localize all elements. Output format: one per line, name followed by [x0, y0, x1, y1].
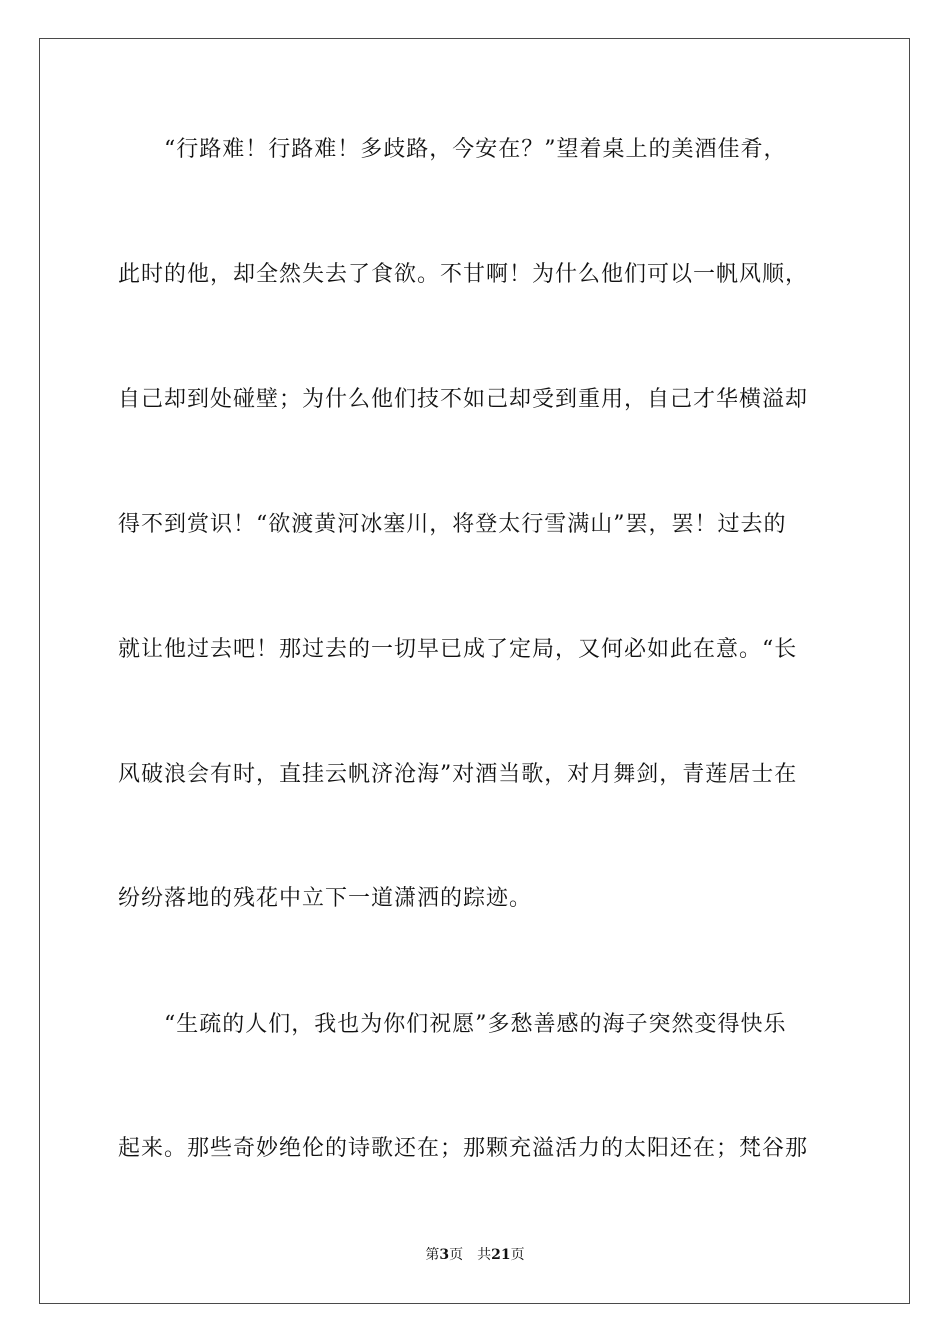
page-prefix: 第 [425, 1247, 440, 1263]
text-line-8: “生疏的人们，我也为你们祝愿”多愁善感的海子突然变得快乐 [118, 1012, 787, 1037]
page-number: 3 [439, 1247, 450, 1263]
page-footer [0, 1246, 950, 1264]
text-line-3: 自己却到处碰壁；为什么他们技不如己却受到重用，自己才华横溢却 [118, 387, 809, 412]
text-line-7: 纷纷落地的残花中立下一道潇洒的踪迹。 [118, 886, 533, 911]
total-suffix: 页 [510, 1247, 525, 1263]
text-line-2: 此时的他，却全然失去了食欲。不甘啊！为什么他们可以一帆风顺， [118, 262, 809, 287]
text-line-4: 得不到赏识！“欲渡黄河冰塞川，将登太行雪满山”罢，罢！过去的 [118, 512, 787, 537]
total-pages: 21 [491, 1247, 511, 1263]
total-prefix: 共 [477, 1247, 492, 1263]
page-border [39, 38, 910, 1304]
text-line-6: 风破浪会有时，直挂云帆济沧海”对酒当歌，对月舞剑，青莲居士在 [118, 762, 798, 787]
page-suffix: 页 [449, 1247, 464, 1263]
text-line-1: “行路难！行路难！多歧路，今安在？”望着桌上的美酒佳肴， [118, 137, 787, 162]
text-line-5: 就让他过去吧！那过去的一切早已成了定局，又何必如此在意。“长 [118, 637, 798, 662]
text-line-9: 起来。那些奇妙绝伦的诗歌还在；那颗充溢活力的太阳还在；梵谷那 [118, 1136, 809, 1161]
